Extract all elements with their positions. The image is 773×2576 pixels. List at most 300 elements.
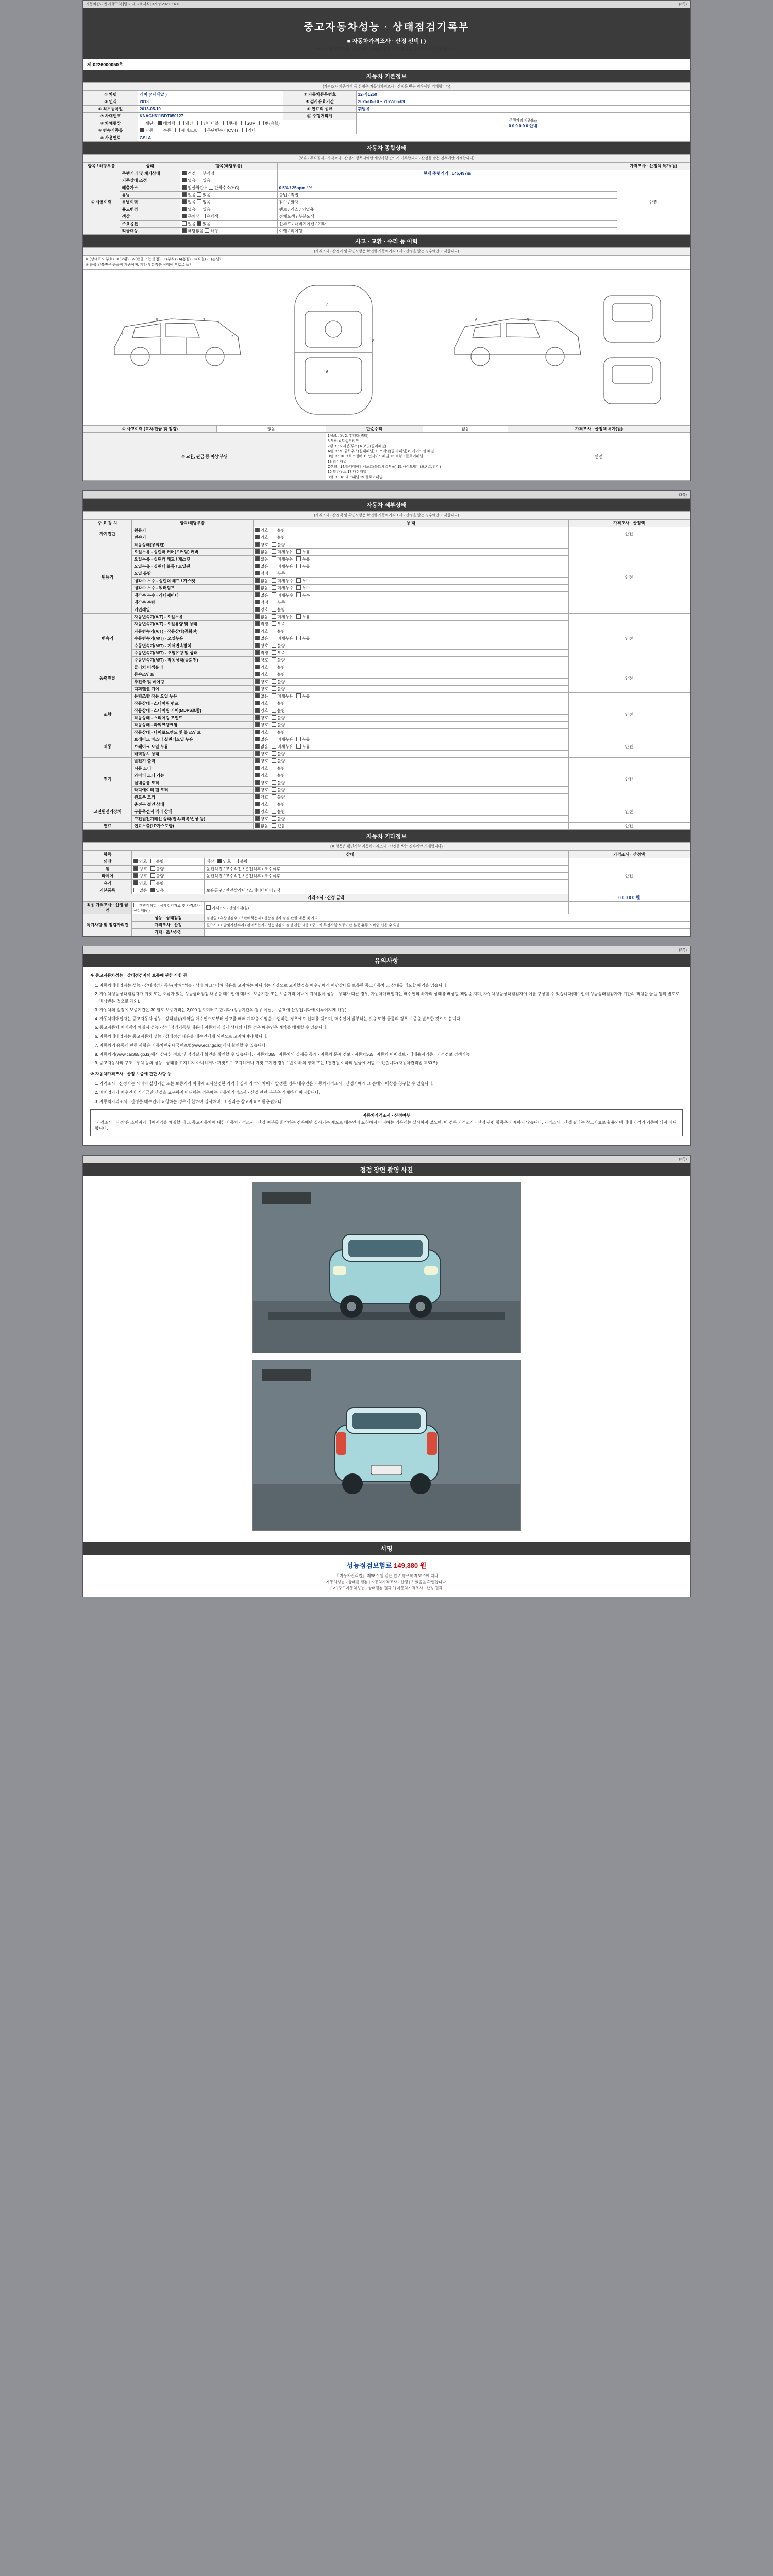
checkbox-icon[interactable]	[255, 737, 260, 741]
checkbox-icon[interactable]	[255, 823, 260, 828]
final-price-opt-1[interactable]: 객관적사항 · 상태점검자료 및 가격조사 · 산정액(원)	[132, 902, 205, 914]
detail-option-양호[interactable]: 양호	[255, 643, 268, 649]
checkbox-icon[interactable]	[272, 715, 276, 720]
checkbox-icon[interactable]	[255, 722, 260, 727]
detail-state-6-2[interactable]	[253, 772, 568, 779]
detail-state-7-1[interactable]	[253, 808, 568, 816]
detail-option-없음[interactable]: 없음	[255, 614, 268, 620]
checkbox-icon[interactable]	[255, 802, 260, 806]
detail-option-미세누유[interactable]: 미세누유	[272, 737, 293, 742]
detail-option-불량[interactable]: 불량	[272, 802, 285, 807]
checkbox-icon[interactable]	[272, 686, 276, 691]
checkbox-icon[interactable]	[272, 564, 276, 568]
etc-option-있음[interactable]: 있음	[150, 888, 164, 893]
checkbox-icon[interactable]	[272, 823, 276, 828]
checkbox-icon[interactable]	[255, 715, 260, 720]
detail-option-누유[interactable]: 누유	[296, 636, 310, 641]
checkbox-icon[interactable]	[272, 787, 276, 792]
checkbox-icon[interactable]	[255, 773, 260, 777]
detail-option-불량[interactable]: 불량	[272, 780, 285, 786]
etc-state2-1[interactable]	[205, 866, 568, 873]
detail-option-불량[interactable]: 불량	[272, 715, 285, 721]
transmission-option-auto[interactable]: 자동	[140, 128, 153, 133]
detail-option-양호[interactable]: 양호	[255, 766, 268, 771]
detail-item-7-0: 충전구 절연 상태	[132, 801, 253, 808]
checkbox-icon[interactable]	[272, 578, 276, 583]
detail-state-2-6[interactable]	[253, 657, 568, 664]
detail-option-양호[interactable]: 양호	[255, 672, 268, 677]
detail-option-부족[interactable]: 부족	[272, 571, 285, 577]
checkbox-icon[interactable]	[296, 693, 301, 698]
detail-option-미세누유[interactable]: 미세누유	[272, 693, 293, 699]
checkbox-icon[interactable]	[272, 809, 276, 814]
detail-option-불량[interactable]: 불량	[272, 708, 285, 714]
checkbox-icon[interactable]	[255, 672, 260, 676]
checkbox-icon[interactable]	[272, 600, 276, 604]
detail-option-양호[interactable]: 양호	[255, 751, 268, 757]
checkbox-icon[interactable]	[217, 859, 222, 863]
checkbox-icon[interactable]	[272, 773, 276, 777]
label-simple-repair: 단순수리	[326, 426, 423, 433]
detail-option-없음[interactable]: 없음	[255, 744, 268, 750]
checkbox-icon[interactable]	[150, 873, 155, 878]
etc-option-양호[interactable]: 양호	[133, 880, 147, 886]
detail-state-0-0[interactable]	[253, 527, 568, 534]
detail-option-누유[interactable]: 누유	[296, 556, 310, 562]
checkbox-icon[interactable]	[272, 701, 276, 705]
bodytype-option-sedan[interactable]: 세단	[140, 121, 153, 126]
detail-option-미세누유[interactable]: 미세누유	[272, 636, 293, 641]
checkbox-icon[interactable]	[296, 564, 301, 568]
checkbox-icon[interactable]	[272, 621, 276, 626]
detail-option-적정[interactable]: 적정	[255, 600, 268, 605]
detail-state-5-2[interactable]	[253, 751, 568, 758]
detail-state-1-0[interactable]	[253, 541, 568, 549]
detail-option-불량[interactable]: 불량	[272, 535, 285, 540]
checkbox-icon[interactable]	[255, 751, 260, 756]
detail-option-미세누수[interactable]: 미세누수	[272, 585, 293, 591]
detail-option-불량[interactable]: 불량	[272, 665, 285, 670]
checkbox-icon[interactable]	[255, 701, 260, 705]
detail-state-6-1[interactable]	[253, 765, 568, 772]
checkbox-icon[interactable]	[150, 888, 155, 892]
checkbox-icon[interactable]	[272, 693, 276, 698]
checkbox-icon[interactable]	[255, 578, 260, 583]
detail-state-6-0[interactable]	[253, 758, 568, 765]
checkbox-icon[interactable]	[272, 607, 276, 612]
detail-option-양호[interactable]: 양호	[255, 722, 268, 728]
detail-state-1-4[interactable]	[253, 570, 568, 578]
detail-option-적정[interactable]: 적정	[255, 571, 268, 577]
table-row	[83, 823, 690, 830]
detail-option-불량[interactable]: 불량	[272, 686, 285, 692]
detail-option-없음[interactable]: 없음	[255, 737, 268, 742]
checkbox-icon[interactable]	[255, 650, 260, 655]
detail-state-1-8[interactable]	[253, 599, 568, 606]
detail-option-있음[interactable]: 있음	[272, 823, 285, 829]
checkbox-icon[interactable]	[272, 528, 276, 532]
detail-option-불량[interactable]: 불량	[272, 773, 285, 778]
detail-state-3-1[interactable]	[253, 671, 568, 679]
detail-option-없음[interactable]: 없음	[255, 564, 268, 569]
detail-option-불량[interactable]: 불량	[272, 787, 285, 793]
detail-state-1-6[interactable]	[253, 585, 568, 592]
detail-state-2-2[interactable]	[253, 628, 568, 635]
detail-option-불량[interactable]: 불량	[272, 758, 285, 764]
detail-option-양호[interactable]: 양호	[255, 730, 268, 735]
detail-option-없음[interactable]: 없음	[255, 636, 268, 641]
checkbox-icon[interactable]	[255, 564, 260, 568]
overall-state-4[interactable]: 없음 있음	[180, 199, 277, 206]
final-price-opt-2[interactable]: 가격조사 · 산정가격(원)	[205, 902, 568, 914]
checkbox-icon[interactable]	[255, 549, 260, 554]
detail-option-양호[interactable]: 양호	[255, 665, 268, 670]
bodytype-option-convertible[interactable]: 컨버터블	[197, 121, 219, 126]
etc-state-3[interactable]	[132, 880, 205, 887]
etc-state-0[interactable]	[132, 858, 205, 866]
detail-option-불량[interactable]: 불량	[272, 679, 285, 685]
checkbox-icon[interactable]	[272, 592, 276, 597]
detail-option-양호[interactable]: 양호	[255, 657, 268, 663]
overall-state-2[interactable]: 일산화탄소 탄화수소(HC)	[180, 184, 277, 192]
checkbox-icon[interactable]	[255, 643, 260, 648]
etc-state-4[interactable]	[132, 887, 205, 894]
checkbox-icon[interactable]	[133, 873, 138, 878]
checkbox-icon[interactable]	[272, 708, 276, 713]
checkbox-icon[interactable]	[234, 859, 239, 863]
detail-option-누유[interactable]: 누유	[296, 693, 310, 699]
checkbox-icon[interactable]	[255, 535, 260, 539]
detail-state-1-9[interactable]	[253, 606, 568, 614]
checkbox-icon[interactable]	[296, 592, 301, 597]
value-body-type	[138, 120, 356, 127]
checkbox-icon[interactable]	[255, 809, 260, 814]
detail-state-4-2[interactable]	[253, 707, 568, 715]
detail-option-양호[interactable]: 양호	[255, 701, 268, 706]
checkbox-icon[interactable]	[133, 866, 138, 871]
checkbox-icon[interactable]	[296, 744, 301, 749]
checkbox-icon[interactable]	[150, 859, 155, 863]
detail-option-양호[interactable]: 양호	[255, 607, 268, 613]
checkbox-icon[interactable]	[272, 636, 276, 640]
bodytype-option-wagon[interactable]: 왜건	[179, 121, 193, 126]
detail-option-불량[interactable]: 불량	[272, 672, 285, 677]
etc-state-1[interactable]	[132, 866, 205, 873]
etc-option-양호[interactable]: 양호	[133, 859, 147, 865]
detail-option-누유[interactable]: 누유	[296, 737, 310, 742]
detail-option-불량[interactable]: 불량	[272, 607, 285, 613]
checkbox-icon[interactable]	[255, 556, 260, 561]
detail-state-1-7[interactable]	[253, 592, 568, 599]
detail-state-1-1[interactable]	[253, 549, 568, 556]
etc-option2-양호[interactable]: 양호	[217, 859, 231, 865]
detail-option-양호[interactable]: 양호	[255, 780, 268, 786]
checkbox-icon[interactable]	[296, 636, 301, 640]
detail-option-양호[interactable]: 양호	[255, 794, 268, 800]
detail-option-불량[interactable]: 불량	[272, 701, 285, 706]
detail-state-3-2[interactable]	[253, 679, 568, 686]
detail-option-누수[interactable]: 누수	[296, 592, 310, 598]
checkbox-icon[interactable]	[150, 866, 155, 871]
checkbox-icon[interactable]	[255, 708, 260, 713]
transmission-option-manual[interactable]: 수동	[158, 128, 171, 133]
detail-option-양호[interactable]: 양호	[255, 758, 268, 764]
detail-option-불량[interactable]: 불량	[272, 722, 285, 728]
overall-state-7[interactable]: 없음 있음	[180, 221, 277, 228]
detail-state-2-1[interactable]	[253, 621, 568, 628]
checkbox-icon[interactable]	[255, 542, 260, 547]
detail-option-불량[interactable]: 불량	[272, 629, 285, 634]
checkbox-icon[interactable]	[255, 614, 260, 619]
checkbox-icon[interactable]	[255, 794, 260, 799]
bodytype-option-coupe[interactable]: 쿠페	[223, 121, 237, 126]
checkbox-icon[interactable]	[296, 549, 301, 554]
detail-state-7-2[interactable]	[253, 816, 568, 823]
overall-state-6[interactable]: 무채색 유채색	[180, 213, 277, 221]
checkbox-icon[interactable]	[272, 816, 276, 821]
transmission-option-cvt[interactable]: 무단변속기(CVT)	[201, 128, 238, 133]
checkbox-icon[interactable]	[272, 780, 276, 785]
detail-option-불량[interactable]: 불량	[272, 730, 285, 735]
detail-option-없음[interactable]: 없음	[255, 823, 268, 829]
detail-state-2-5[interactable]	[253, 650, 568, 657]
checkbox-icon[interactable]	[272, 679, 276, 684]
checkbox-icon[interactable]	[255, 744, 260, 749]
detail-option-양호[interactable]: 양호	[255, 708, 268, 714]
checkbox-icon[interactable]	[255, 629, 260, 633]
etc-option-불량[interactable]: 불량	[150, 859, 164, 865]
detail-option-미세누유[interactable]: 미세누유	[272, 744, 293, 750]
checkbox-icon[interactable]	[255, 758, 260, 763]
checkbox-icon[interactable]	[272, 542, 276, 547]
checkbox-icon[interactable]	[272, 585, 276, 590]
checkbox-icon[interactable]	[272, 766, 276, 770]
checkbox-icon[interactable]	[296, 614, 301, 619]
detail-option-없음[interactable]: 없음	[255, 585, 268, 591]
detail-option-불량[interactable]: 불량	[272, 816, 285, 822]
overall-state-0[interactable]: 적정 부적정	[180, 170, 277, 177]
detail-option-불량[interactable]: 불량	[272, 643, 285, 649]
detail-state-8-0[interactable]	[253, 823, 568, 830]
transmission-option-semi[interactable]: 세미오토	[175, 128, 197, 133]
checkbox-icon[interactable]	[272, 614, 276, 619]
checkbox-icon[interactable]	[272, 650, 276, 655]
checkbox-icon[interactable]	[255, 592, 260, 597]
checkbox-icon[interactable]	[255, 693, 260, 698]
checkbox-icon[interactable]	[272, 722, 276, 727]
detail-item-4-5: 작동상태 - 타이로드엔드 및 볼 조인트	[132, 729, 253, 736]
checkbox-icon[interactable]	[272, 657, 276, 662]
detail-option-미세누유[interactable]: 미세누유	[272, 549, 293, 555]
sheet2-page-number: (3쪽)	[679, 493, 687, 497]
checkbox-icon[interactable]	[296, 737, 301, 741]
detail-state-2-4[interactable]	[253, 642, 568, 650]
detail-option-양호[interactable]: 양호	[255, 715, 268, 721]
overall-state-3[interactable]: 없음 있음	[180, 192, 277, 199]
checkbox-icon[interactable]	[255, 571, 260, 575]
detail-option-불량[interactable]: 불량	[272, 766, 285, 771]
detail-item-3-3: 디퍼렌셜 기어	[132, 686, 253, 693]
checkbox-icon[interactable]	[255, 679, 260, 684]
detail-option-양호[interactable]: 양호	[255, 528, 268, 533]
detail-option-누유[interactable]: 누유	[296, 549, 310, 555]
detail-state-4-3[interactable]	[253, 715, 568, 722]
detail-option-양호[interactable]: 양호	[255, 542, 268, 548]
transmission-option-etc[interactable]: 기타	[242, 128, 256, 133]
checkbox-icon[interactable]	[255, 766, 260, 770]
etc-state2-2[interactable]	[205, 873, 568, 880]
detail-option-불량[interactable]: 불량	[272, 528, 285, 533]
checkbox-icon[interactable]	[272, 549, 276, 554]
etc-state2-0[interactable]	[205, 858, 568, 866]
detail-option-누유[interactable]: 누유	[296, 564, 310, 569]
detail-option-누수[interactable]: 누수	[296, 578, 310, 584]
detail-group-7: 고전원전기장치	[83, 801, 132, 823]
checkbox-icon[interactable]	[150, 880, 155, 885]
detail-option-누유[interactable]: 누유	[296, 614, 310, 620]
etc-option-불량[interactable]: 불량	[150, 873, 164, 879]
detail-option-불량[interactable]: 불량	[272, 794, 285, 800]
checkbox-icon[interactable]	[296, 585, 301, 590]
part-rank-D: D랭크 : 18.데크패널 19.플로어패널	[327, 476, 383, 479]
checkbox-icon[interactable]	[133, 880, 138, 885]
checkbox-icon[interactable]	[272, 744, 276, 749]
etc-option-불량[interactable]: 불량	[150, 880, 164, 886]
detail-option-양호[interactable]: 양호	[255, 787, 268, 793]
checkbox-icon[interactable]	[272, 737, 276, 741]
checkbox-icon[interactable]	[255, 600, 260, 604]
checkbox-icon[interactable]	[296, 556, 301, 561]
checkbox-icon[interactable]	[255, 787, 260, 792]
document-number: 제 0226000050호	[83, 59, 690, 70]
checkbox-icon[interactable]	[272, 751, 276, 756]
detail-option-없음[interactable]: 없음	[255, 578, 268, 584]
overall-state-8[interactable]: 해당없음 해당	[180, 228, 277, 235]
detail-option-미세누수[interactable]: 미세누수	[272, 592, 293, 598]
checkbox-icon[interactable]	[296, 578, 301, 583]
detail-state-5-0[interactable]	[253, 736, 568, 743]
detail-option-부족[interactable]: 부족	[272, 621, 285, 627]
detail-state-4-4[interactable]	[253, 722, 568, 729]
etc-option2-불량[interactable]: 불량	[234, 859, 247, 865]
checkbox-icon[interactable]	[133, 888, 138, 892]
detail-option-양호[interactable]: 양호	[255, 809, 268, 815]
detail-state-4-5[interactable]	[253, 729, 568, 736]
etc-option-불량[interactable]: 불량	[150, 866, 164, 872]
checkbox-icon[interactable]	[255, 730, 260, 734]
bodytype-option-suv[interactable]: SUV	[241, 121, 255, 126]
checkbox-icon[interactable]	[255, 585, 260, 590]
bodytype-option-hatchback[interactable]: 해치백	[158, 121, 175, 126]
detail-option-불량[interactable]: 불량	[272, 751, 285, 757]
detail-state-2-0[interactable]	[253, 614, 568, 621]
detail-option-불량[interactable]: 불량	[272, 542, 285, 548]
checkbox-icon[interactable]	[133, 859, 138, 863]
checkbox-icon[interactable]	[255, 636, 260, 640]
detail-option-양호[interactable]: 양호	[255, 535, 268, 540]
detail-option-양호[interactable]: 양호	[255, 629, 268, 634]
checkbox-icon[interactable]	[272, 643, 276, 648]
detail-state-7-0[interactable]	[253, 801, 568, 808]
detail-option-없음[interactable]: 없음	[255, 693, 268, 699]
detail-option-적정[interactable]: 적정	[255, 650, 268, 656]
detail-option-없음[interactable]: 없음	[255, 592, 268, 598]
detail-option-미세누유[interactable]: 미세누유	[272, 556, 293, 562]
checkbox-icon[interactable]	[272, 794, 276, 799]
detail-state-1-3[interactable]	[253, 563, 568, 570]
checkbox-icon[interactable]	[255, 607, 260, 612]
detail-state-6-3[interactable]	[253, 779, 568, 787]
detail-state-5-1[interactable]	[253, 743, 568, 751]
bodytype-option-van[interactable]: 밴(승합)	[259, 121, 280, 126]
detail-option-부족[interactable]: 부족	[272, 650, 285, 656]
detail-state-4-0[interactable]	[253, 693, 568, 700]
checkbox-icon[interactable]	[272, 535, 276, 539]
detail-state-4-1[interactable]	[253, 700, 568, 707]
detail-option-누유[interactable]: 누유	[296, 744, 310, 750]
etc-state2-3[interactable]	[205, 880, 568, 887]
detail-option-미세누유[interactable]: 미세누유	[272, 614, 293, 620]
detail-state-6-4[interactable]	[253, 787, 568, 794]
detail-option-양호[interactable]: 양호	[255, 679, 268, 685]
etc-option-양호[interactable]: 양호	[133, 873, 147, 879]
detail-option-양호[interactable]: 양호	[255, 816, 268, 822]
detail-option-적정[interactable]: 적정	[255, 621, 268, 627]
detail-option-없음[interactable]: 없음	[255, 549, 268, 555]
etc-option-양호[interactable]: 양호	[133, 866, 147, 872]
checkbox-icon[interactable]	[272, 672, 276, 676]
detail-option-없음[interactable]: 없음	[255, 556, 268, 562]
detail-state-0-1[interactable]	[253, 534, 568, 541]
checkbox-icon[interactable]	[255, 621, 260, 626]
overall-state-5[interactable]: 없음 있음	[180, 206, 277, 213]
checkbox-icon[interactable]	[255, 528, 260, 532]
label-car-name: ① 차명	[83, 91, 138, 98]
etc-state-2[interactable]	[132, 873, 205, 880]
detail-state-2-3[interactable]	[253, 635, 568, 642]
checkbox-icon[interactable]	[272, 571, 276, 575]
detail-option-미세누유[interactable]: 미세누유	[272, 564, 293, 569]
detail-state-1-5[interactable]	[253, 578, 568, 585]
checkbox-icon[interactable]	[255, 665, 260, 669]
etc-option-없음[interactable]: 없음	[133, 888, 147, 893]
detail-option-미세누수[interactable]: 미세누수	[272, 578, 293, 584]
overall-state-1[interactable]: 없음 있음	[180, 177, 277, 184]
checkbox-icon[interactable]	[272, 802, 276, 806]
checkbox-icon[interactable]	[272, 629, 276, 633]
checkbox-icon[interactable]	[272, 665, 276, 669]
etc-state2-4[interactable]	[205, 887, 568, 894]
checkbox-icon[interactable]	[272, 730, 276, 734]
detail-option-부족[interactable]: 부족	[272, 600, 285, 605]
detail-state-3-3[interactable]	[253, 686, 568, 693]
checkbox-icon[interactable]	[272, 556, 276, 561]
checkbox-icon[interactable]	[272, 758, 276, 763]
detail-state-1-2[interactable]	[253, 556, 568, 563]
detail-option-불량[interactable]: 불량	[272, 809, 285, 815]
checkbox-icon[interactable]	[255, 780, 260, 785]
checkbox-icon[interactable]	[255, 686, 260, 691]
detail-option-양호[interactable]: 양호	[255, 773, 268, 778]
detail-option-누수[interactable]: 누수	[296, 585, 310, 591]
checkbox-icon[interactable]	[255, 816, 260, 821]
detail-option-불량[interactable]: 불량	[272, 657, 285, 663]
detail-state-3-0[interactable]	[253, 664, 568, 671]
detail-option-양호[interactable]: 양호	[255, 686, 268, 692]
detail-state-6-5[interactable]	[253, 794, 568, 801]
detail-option-양호[interactable]: 양호	[255, 802, 268, 807]
checkbox-icon[interactable]	[255, 657, 260, 662]
